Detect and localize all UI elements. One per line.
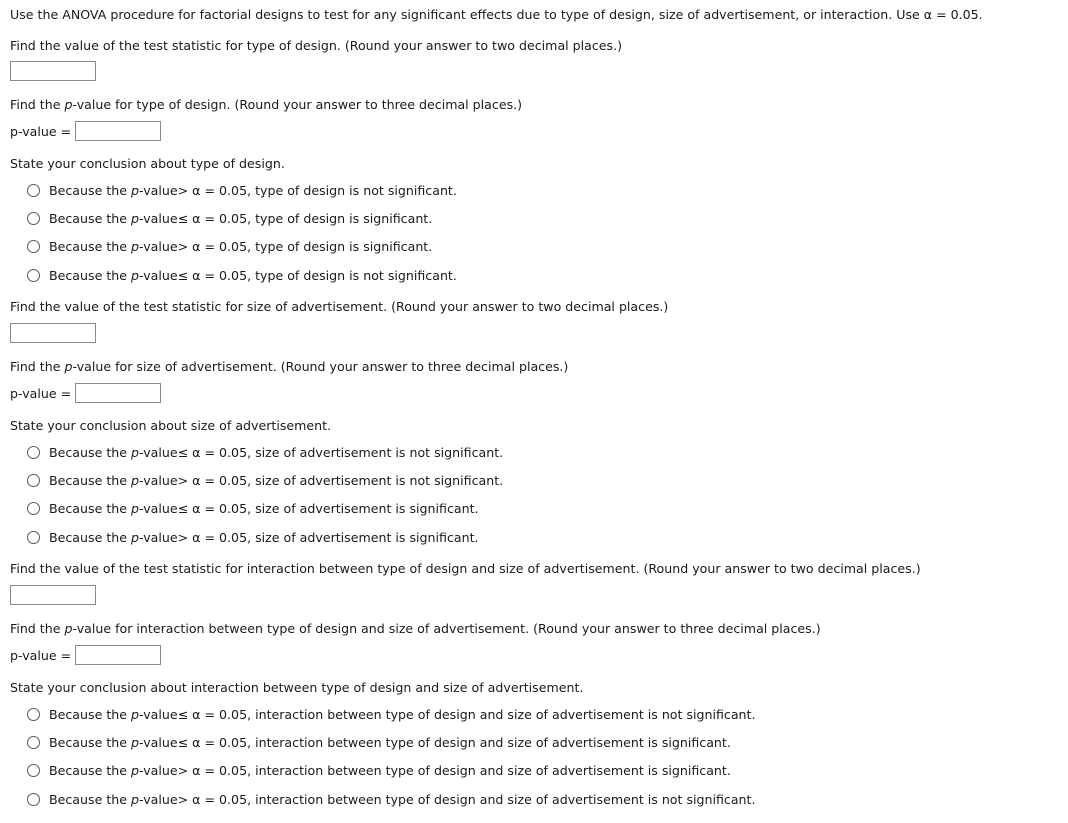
design-stat-prompt: Find the value of the test statistic for type of design. (Round your answer to two decimal places.): [10, 38, 623, 53]
radio-icon[interactable]: [27, 502, 40, 515]
interaction-option-2[interactable]: Because the p -value ≤ α = 0.05, interaction between type of design and size of advertisement is significant.: [27, 733, 731, 751]
design-conclusion-prompt: State your conclusion about type of design.: [10, 156, 285, 171]
interaction-p-input[interactable]: [75, 645, 161, 665]
radio-icon[interactable]: [27, 212, 40, 225]
size-p-row: [10, 382, 161, 404]
radio-icon[interactable]: [27, 793, 40, 806]
design-p-input[interactable]: [75, 121, 161, 141]
design-option-1[interactable]: Because the p -value > α = 0.05, type of design is not significant.: [27, 181, 457, 199]
size-stat-prompt: Find the value of the test statistic for size of advertisement. (Round your answer to two decimal places.): [10, 299, 669, 314]
radio-icon[interactable]: [27, 736, 40, 749]
size-p-prompt: Find the p-value for size of advertisement. (Round your answer to three decimal places.): [10, 359, 569, 374]
interaction-p-prompt: Find the p-value for interaction between type of design and size of advertisement. (Round your answer to three decimal places.): [10, 621, 821, 636]
radio-icon[interactable]: [27, 764, 40, 777]
size-conclusion-prompt: State your conclusion about size of advertisement.: [10, 418, 332, 433]
radio-icon[interactable]: [27, 474, 40, 487]
intro-text: Use the ANOVA procedure for factorial designs to test for any significant effects due to type of design, size of advertisement, or interaction. Use α = 0.05.: [10, 7, 983, 22]
design-stat-input[interactable]: [10, 61, 96, 81]
size-option-3[interactable]: Because the p -value ≤ α = 0.05, size of advertisement is significant.: [27, 499, 479, 517]
size-p-label: p-value =: [10, 385, 72, 401]
radio-icon[interactable]: [27, 531, 40, 544]
interaction-p-row: [10, 644, 161, 666]
design-option-3[interactable]: Because the p -value > α = 0.05, type of design is significant.: [27, 237, 432, 255]
radio-icon[interactable]: [27, 708, 40, 721]
radio-icon[interactable]: [27, 269, 40, 282]
design-option-2[interactable]: Because the p -value ≤ α = 0.05, type of design is significant.: [27, 209, 432, 227]
size-p-input[interactable]: [75, 383, 161, 403]
interaction-p-label: p-value =: [10, 647, 72, 663]
radio-icon[interactable]: [27, 184, 40, 197]
interaction-option-3[interactable]: Because the p -value > α = 0.05, interaction between type of design and size of advertisement is significant.: [27, 761, 731, 779]
interaction-option-1[interactable]: Because the p -value ≤ α = 0.05, interaction between type of design and size of advertisement is not significant.: [27, 705, 755, 723]
size-stat-input[interactable]: [10, 323, 96, 343]
size-option-4[interactable]: Because the p -value > α = 0.05, size of advertisement is significant.: [27, 528, 479, 546]
size-option-2[interactable]: Because the p -value > α = 0.05, size of advertisement is not significant.: [27, 471, 503, 489]
radio-icon[interactable]: [27, 240, 40, 253]
design-p-prompt: Find the p-value for type of design. (Round your answer to three decimal places.): [10, 97, 523, 112]
radio-icon[interactable]: [27, 446, 40, 459]
interaction-stat-input[interactable]: [10, 585, 96, 605]
size-option-1[interactable]: Because the p -value ≤ α = 0.05, size of advertisement is not significant.: [27, 443, 503, 461]
design-p-row: [10, 120, 161, 142]
interaction-stat-prompt: Find the value of the test statistic for interaction between type of design and size of advertisement. (Round your answer to two decimal places.): [10, 561, 921, 576]
interaction-option-4[interactable]: Because the p -value > α = 0.05, interaction between type of design and size of advertisement is not significant.: [27, 790, 755, 808]
design-option-4[interactable]: Because the p -value ≤ α = 0.05, type of design is not significant.: [27, 266, 457, 284]
design-p-label: p-value =: [10, 123, 72, 139]
interaction-conclusion-prompt: State your conclusion about interaction between type of design and size of advertisement.: [10, 680, 584, 695]
